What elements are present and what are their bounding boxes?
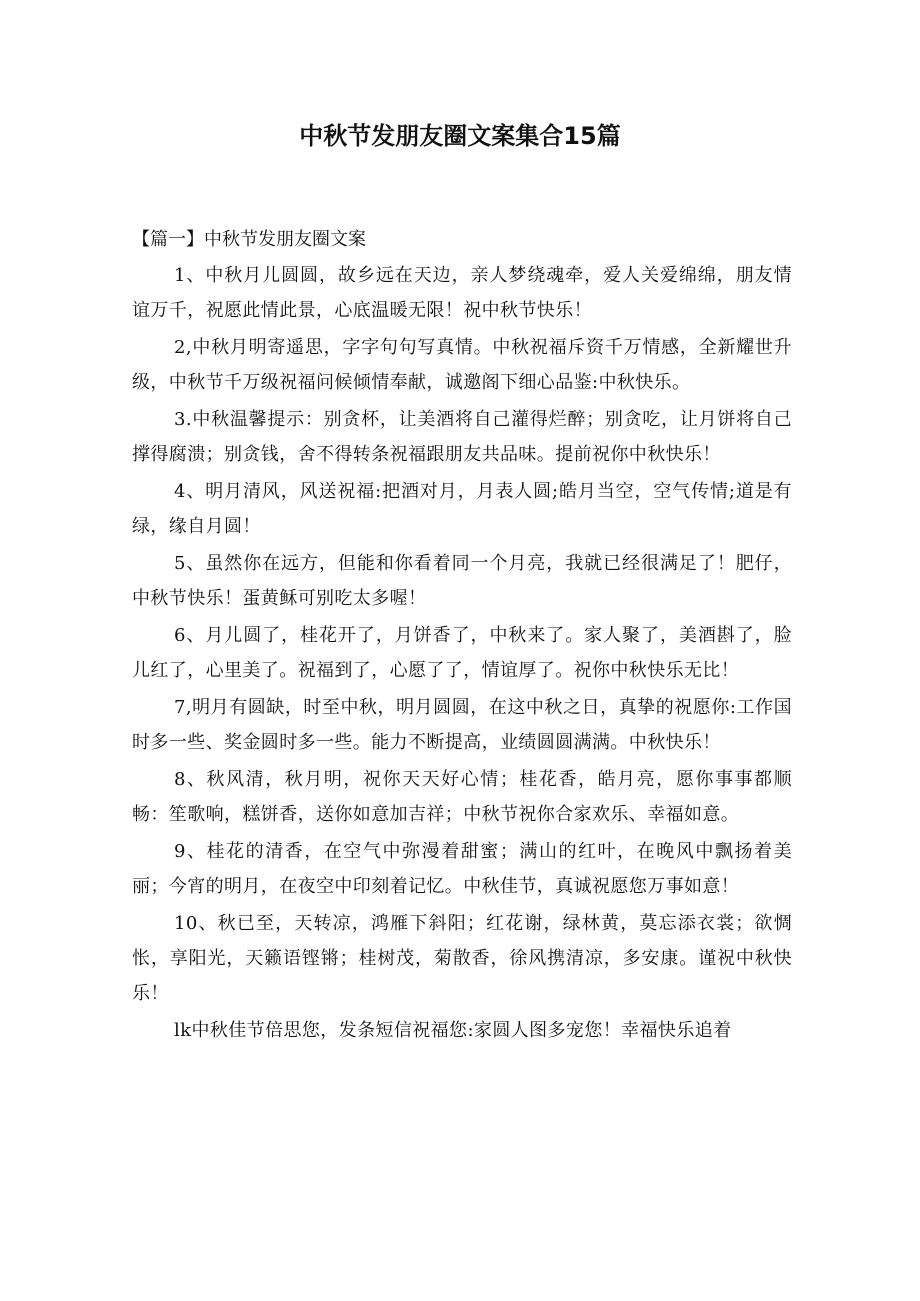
paragraph-6: 6、月儿圆了，桂花开了，月饼香了，中秋来了。家人聚了，美酒斟了，脸儿红了，心里美了。祝福到了，心愿了了，情谊厚了。祝你中秋快乐无比！	[132, 625, 792, 681]
document-body	[132, 258, 792, 1050]
paragraph-10: 10、秋已至，天转凉，鸿雁下斜阳；红花谢，绿林黄，莫忘添衣裳；欲惆怅，享阳光，天籁语铿锵；桂树茂，菊散香，徐风携清凉，多安康。谨祝中秋快乐！	[132, 913, 792, 1004]
paragraph-3: 3.中秋温馨提示：别贪杯，让美酒将自己灌得烂醉；别贪吃，让月饼将自己撑得腐溃；别贪钱，舍不得转条祝福跟朋友共品味。提前祝你中秋快乐！	[132, 409, 792, 465]
paragraph-1: 1、中秋月儿圆圆，故乡远在天边，亲人梦绕魂牵，爱人关爱绵绵，朋友情谊万千，祝愿此情此景，心底温暖无限！祝中秋节快乐！	[132, 265, 792, 321]
paragraph-9: 9、桂花的清香，在空气中弥漫着甜蜜；满山的红叶，在晚风中飘扬着美丽；今宵的明月，在夜空中印刻着记忆。中秋佳节，真诚祝愿您万事如意！	[132, 841, 792, 897]
section-heading: 【篇一】中秋节发朋友圈文案	[132, 229, 366, 250]
document-title: 中秋节发朋友圈文案集合15篇	[299, 122, 621, 150]
paragraph-4: 4、明月清风，风送祝福:把酒对月，月表人圆;皓月当空，空气传情;道是有绿，缘自月圆！	[132, 481, 792, 537]
paragraph-8: 8、秋风清，秋月明，祝你天天好心情；桂花香，皓月亮，愿你事事都顺畅：笙歌响，糕饼香，送你如意加吉祥；中秋节祝你合家欢乐、幸福如意。	[132, 769, 792, 825]
paragraph-2: 2,中秋月明寄遥思，字字句句写真情。中秋祝福斥资千万情感，全新耀世升级，中秋节千万级祝福问候倾情奉献，诚邀阁下细心品鉴:中秋快乐。	[132, 337, 792, 393]
paragraph-11: lk中秋佳节倍思您，发条短信祝福您:家圆人图多宠您！幸福快乐追着	[174, 1020, 732, 1041]
paragraph-7: 7,明月有圆缺，时至中秋，明月圆圆，在这中秋之日，真挚的祝愿你:工作国时多一些、奖金圆时多一些。能力不断提高，业绩圆圆满满。中秋快乐！	[132, 697, 792, 753]
paragraph-5: 5、虽然你在远方，但能和你看着同一个月亮，我就已经很满足了！肥仔，中秋节快乐！蛋黄稣可别吃太多喔！	[132, 553, 792, 609]
